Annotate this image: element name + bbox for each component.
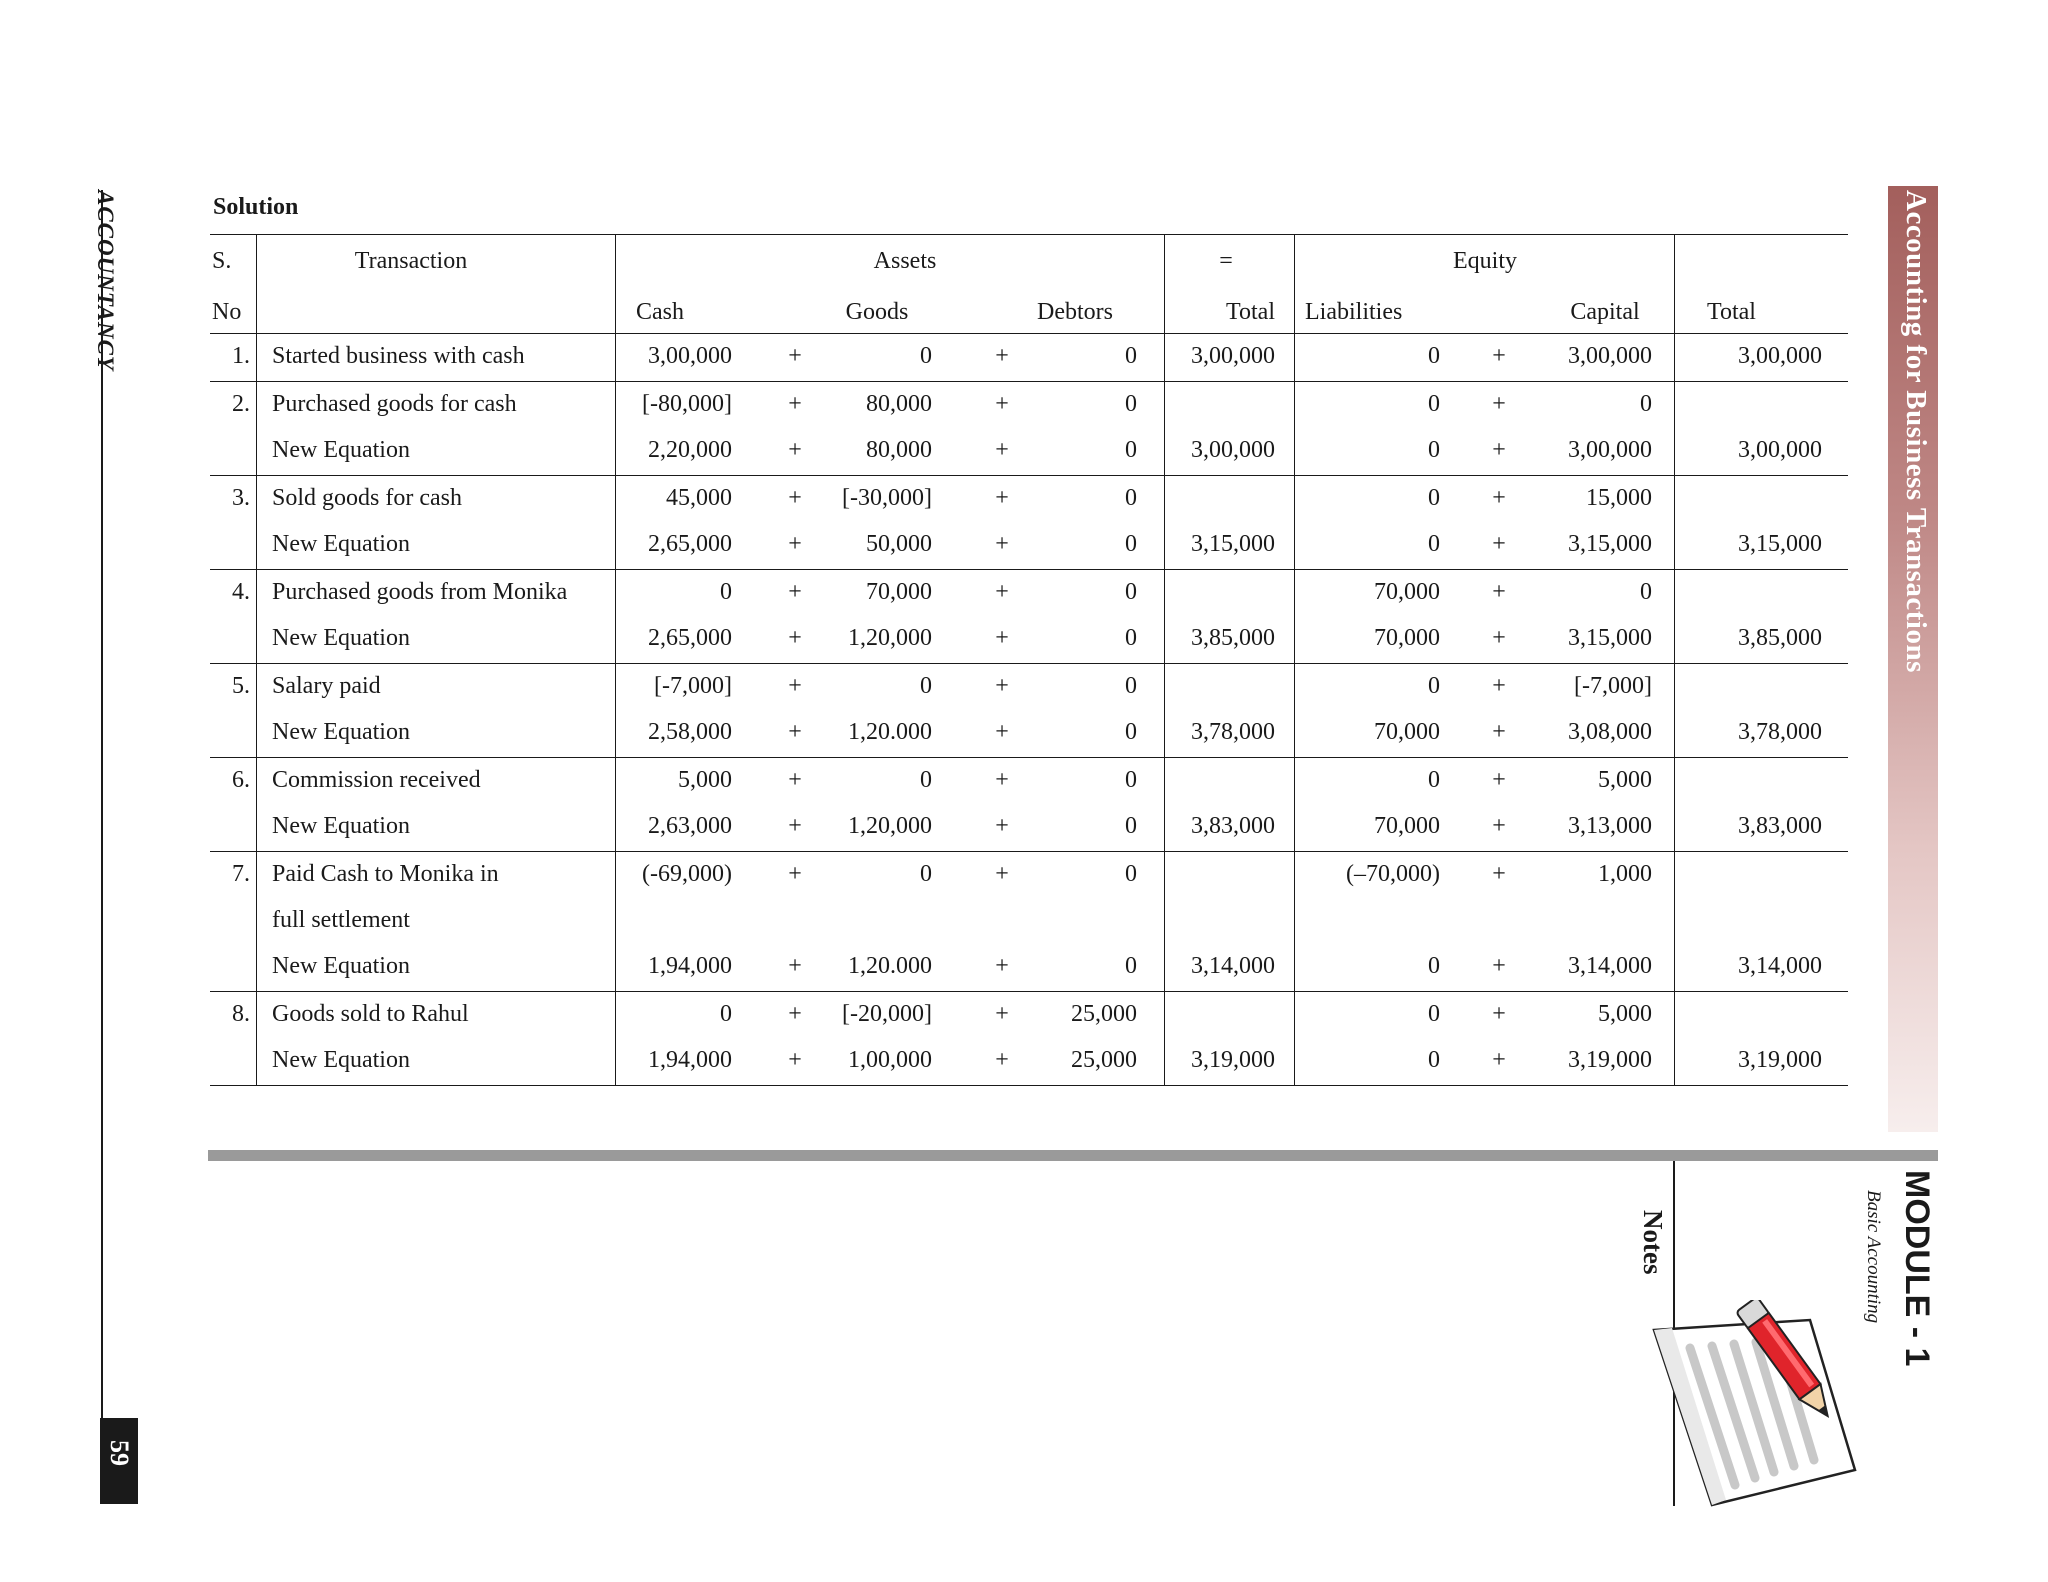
row-1-1-cash: 3,00,000 — [648, 343, 732, 369]
row-3-1-op2: + — [995, 485, 1009, 511]
row-3-2-capital: 3,15,000 — [1568, 531, 1652, 557]
row-7-3-op1: + — [788, 953, 802, 979]
row-7-3-total: 3,14,000 — [1191, 953, 1275, 979]
row-2-1-transaction: Purchased goods for cash — [272, 391, 517, 417]
row-4-1-op1: + — [788, 579, 802, 605]
row-1-1-liabilities: 0 — [1428, 343, 1440, 369]
row-7-3-debtors: 0 — [1125, 953, 1137, 979]
row-5-2-capital: 3,08,000 — [1568, 719, 1652, 745]
row-1-1-transaction: Started business with cash — [272, 343, 525, 369]
header-debtors: Debtors — [1037, 299, 1113, 325]
row-3-1-op3: + — [1492, 485, 1506, 511]
row-2-1-liabilities: 0 — [1428, 391, 1440, 417]
row-4-2-grand-total: 3,85,000 — [1738, 625, 1822, 651]
module-subtitle: Basic Accounting — [1863, 1190, 1884, 1324]
row-7-1-debtors: 0 — [1125, 861, 1137, 887]
row-8-1-op2: + — [995, 1001, 1009, 1027]
row-6-2-grand-total: 3,83,000 — [1738, 813, 1822, 839]
row-5-1-debtors: 0 — [1125, 673, 1137, 699]
row-5-1-op2: + — [995, 673, 1009, 699]
row-5-2-goods: 1,20.000 — [848, 719, 932, 745]
row-3-2-op2: + — [995, 531, 1009, 557]
row-1-1-op2: + — [995, 343, 1009, 369]
row-7-1-liabilities: (–70,000) — [1346, 861, 1440, 887]
row-8-2-goods: 1,00,000 — [848, 1047, 932, 1073]
row-8-2-capital: 3,19,000 — [1568, 1047, 1652, 1073]
header-liabilities: Liabilities — [1305, 299, 1403, 325]
row-7-3-capital: 3,14,000 — [1568, 953, 1652, 979]
row-6-2-capital: 3,13,000 — [1568, 813, 1652, 839]
row-2-1-debtors: 0 — [1125, 391, 1137, 417]
row-2-1-op2: + — [995, 391, 1009, 417]
row-5-2-op2: + — [995, 719, 1009, 745]
header-capital: Capital — [1570, 299, 1640, 325]
table-top-rule — [210, 234, 1848, 235]
section-divider — [208, 1150, 1938, 1161]
row-7-1-op1: + — [788, 861, 802, 887]
row-1-1-op1: + — [788, 343, 802, 369]
row-3-2-debtors: 0 — [1125, 531, 1137, 557]
header-sno-1: S. — [212, 248, 232, 274]
row-3-1-op1: + — [788, 485, 802, 511]
row-8-1-capital: 5,000 — [1598, 1001, 1652, 1027]
row-1-1-total: 3,00,000 — [1191, 343, 1275, 369]
row-7-1-op3: + — [1492, 861, 1506, 887]
header-transaction: Transaction — [354, 248, 468, 274]
row-8-2-grand-total: 3,19,000 — [1738, 1047, 1822, 1073]
row-6-1-goods: 0 — [920, 767, 932, 793]
group-8-rule — [210, 1085, 1848, 1086]
row-4-1-debtors: 0 — [1125, 579, 1137, 605]
row-8-1-debtors: 25,000 — [1071, 1001, 1137, 1027]
row-6-2-liabilities: 70,000 — [1374, 813, 1440, 839]
row-5-2-liabilities: 70,000 — [1374, 719, 1440, 745]
row-2-2-liabilities: 0 — [1428, 437, 1440, 463]
row-8-2-op3: + — [1492, 1047, 1506, 1073]
group-3-rule — [210, 569, 1848, 570]
row-6-1-transaction: Commission received — [272, 767, 481, 793]
header-equity: Equity — [1453, 248, 1517, 274]
row-4-2-debtors: 0 — [1125, 625, 1137, 651]
row-8-1-transaction: Goods sold to Rahul — [272, 1001, 469, 1027]
row-6-1-liabilities: 0 — [1428, 767, 1440, 793]
row-2-2-grand-total: 3,00,000 — [1738, 437, 1822, 463]
row-6-1-sno: 6. — [232, 767, 250, 793]
row-5-2-grand-total: 3,78,000 — [1738, 719, 1822, 745]
column-rule-1 — [256, 234, 257, 1085]
row-5-2-cash: 2,58,000 — [648, 719, 732, 745]
row-2-2-op2: + — [995, 437, 1009, 463]
row-1-1-op3: + — [1492, 343, 1506, 369]
row-7-3-op3: + — [1492, 953, 1506, 979]
row-2-2-op3: + — [1492, 437, 1506, 463]
column-rule-4 — [1294, 234, 1295, 1085]
row-2-2-transaction: New Equation — [272, 437, 410, 463]
row-5-2-transaction: New Equation — [272, 719, 410, 745]
row-7-1-op2: + — [995, 861, 1009, 887]
row-8-2-transaction: New Equation — [272, 1047, 410, 1073]
group-6-rule — [210, 851, 1848, 852]
row-6-2-total: 3,83,000 — [1191, 813, 1275, 839]
header-total: Total — [1226, 299, 1275, 325]
page-number: 59 — [105, 1440, 134, 1466]
row-2-2-debtors: 0 — [1125, 437, 1137, 463]
row-2-2-cash: 2,20,000 — [648, 437, 732, 463]
notes-label: Notes — [1638, 1210, 1668, 1275]
row-4-2-liabilities: 70,000 — [1374, 625, 1440, 651]
row-3-2-total: 3,15,000 — [1191, 531, 1275, 557]
row-8-1-goods: [-20,000] — [842, 1001, 932, 1027]
row-2-2-op1: + — [788, 437, 802, 463]
row-2-1-sno: 2. — [232, 391, 250, 417]
row-3-2-grand-total: 3,15,000 — [1738, 531, 1822, 557]
header-equals: = — [1219, 248, 1233, 274]
row-5-1-goods: 0 — [920, 673, 932, 699]
row-2-1-op1: + — [788, 391, 802, 417]
row-4-2-cash: 2,65,000 — [648, 625, 732, 651]
row-6-2-goods: 1,20,000 — [848, 813, 932, 839]
row-6-2-op3: + — [1492, 813, 1506, 839]
row-1-1-capital: 3,00,000 — [1568, 343, 1652, 369]
row-6-1-op1: + — [788, 767, 802, 793]
row-5-1-transaction: Salary paid — [272, 673, 381, 699]
row-2-1-cash: [-80,000] — [642, 391, 732, 417]
chapter-band — [1888, 186, 1938, 1132]
row-6-1-debtors: 0 — [1125, 767, 1137, 793]
row-7-3-grand-total: 3,14,000 — [1738, 953, 1822, 979]
row-4-1-op2: + — [995, 579, 1009, 605]
row-8-1-op1: + — [788, 1001, 802, 1027]
row-4-1-op3: + — [1492, 579, 1506, 605]
group-5-rule — [210, 757, 1848, 758]
row-5-2-debtors: 0 — [1125, 719, 1137, 745]
group-7-rule — [210, 991, 1848, 992]
header-cash: Cash — [636, 299, 684, 325]
row-7-1-sno: 7. — [232, 861, 250, 887]
row-6-1-op3: + — [1492, 767, 1506, 793]
module-title: MODULE - 1 — [1898, 1170, 1936, 1367]
row-5-1-op3: + — [1492, 673, 1506, 699]
header-grand-total: Total — [1707, 299, 1756, 325]
row-6-1-cash: 5,000 — [678, 767, 732, 793]
column-rule-2 — [615, 234, 616, 1085]
row-4-2-op3: + — [1492, 625, 1506, 651]
row-8-2-cash: 1,94,000 — [648, 1047, 732, 1073]
header-assets: Assets — [873, 248, 937, 274]
row-6-1-op2: + — [995, 767, 1009, 793]
header-sno-2: No — [212, 299, 242, 325]
row-5-1-liabilities: 0 — [1428, 673, 1440, 699]
row-7-3-op2: + — [995, 953, 1009, 979]
row-6-2-op2: + — [995, 813, 1009, 839]
row-7-3-cash: 1,94,000 — [648, 953, 732, 979]
row-3-1-goods: [-30,000] — [842, 485, 932, 511]
row-2-1-capital: 0 — [1640, 391, 1652, 417]
row-6-2-transaction: New Equation — [272, 813, 410, 839]
row-4-2-goods: 1,20,000 — [848, 625, 932, 651]
row-8-2-op2: + — [995, 1047, 1009, 1073]
page-number-box — [100, 1418, 138, 1504]
row-7-1-capital: 1,000 — [1598, 861, 1652, 887]
header-goods: Goods — [845, 299, 909, 325]
row-3-2-op1: + — [788, 531, 802, 557]
running-title-text: ACCOUNTANCY — [93, 190, 118, 371]
row-3-1-cash: 45,000 — [666, 485, 732, 511]
row-8-1-sno: 8. — [232, 1001, 250, 1027]
row-8-2-debtors: 25,000 — [1071, 1047, 1137, 1073]
row-2-2-capital: 3,00,000 — [1568, 437, 1652, 463]
group-2-rule — [210, 475, 1848, 476]
row-3-1-debtors: 0 — [1125, 485, 1137, 511]
row-7-3-transaction: New Equation — [272, 953, 410, 979]
row-1-1-sno: 1. — [232, 343, 250, 369]
row-3-1-transaction: Sold goods for cash — [272, 485, 462, 511]
row-3-1-liabilities: 0 — [1428, 485, 1440, 511]
column-rule-5 — [1674, 234, 1675, 1085]
row-8-1-cash: 0 — [720, 1001, 732, 1027]
row-5-1-sno: 5. — [232, 673, 250, 699]
row-7-3-liabilities: 0 — [1428, 953, 1440, 979]
row-8-2-op1: + — [788, 1047, 802, 1073]
row-6-2-cash: 2,63,000 — [648, 813, 732, 839]
row-6-2-debtors: 0 — [1125, 813, 1137, 839]
row-6-1-capital: 5,000 — [1598, 767, 1652, 793]
group-1-rule — [210, 381, 1848, 382]
row-5-2-op3: + — [1492, 719, 1506, 745]
chapter-title: Accounting for Business Transactions — [1900, 190, 1932, 673]
row-4-1-goods: 70,000 — [866, 579, 932, 605]
row-5-1-cash: [-7,000] — [654, 673, 732, 699]
row-6-2-op1: + — [788, 813, 802, 839]
row-4-2-op2: + — [995, 625, 1009, 651]
header-bottom-rule — [210, 333, 1848, 334]
row-4-1-cash: 0 — [720, 579, 732, 605]
row-3-2-liabilities: 0 — [1428, 531, 1440, 557]
row-1-1-grand-total: 3,00,000 — [1738, 343, 1822, 369]
row-3-2-transaction: New Equation — [272, 531, 410, 557]
row-4-1-sno: 4. — [232, 579, 250, 605]
row-2-2-goods: 80,000 — [866, 437, 932, 463]
row-3-2-op3: + — [1492, 531, 1506, 557]
row-3-2-goods: 50,000 — [866, 531, 932, 557]
row-4-2-op1: + — [788, 625, 802, 651]
row-7-3-goods: 1,20.000 — [848, 953, 932, 979]
row-1-1-debtors: 0 — [1125, 343, 1137, 369]
row-5-2-op1: + — [788, 719, 802, 745]
row-2-1-goods: 80,000 — [866, 391, 932, 417]
group-4-rule — [210, 663, 1848, 664]
row-7-2-transaction: full settlement — [272, 907, 410, 933]
row-3-2-cash: 2,65,000 — [648, 531, 732, 557]
row-4-1-transaction: Purchased goods from Monika — [272, 579, 568, 605]
row-3-1-sno: 3. — [232, 485, 250, 511]
row-8-1-op3: + — [1492, 1001, 1506, 1027]
column-rule-3 — [1164, 234, 1165, 1085]
row-1-1-goods: 0 — [920, 343, 932, 369]
row-4-1-capital: 0 — [1640, 579, 1652, 605]
row-7-1-cash: (-69,000) — [642, 861, 732, 887]
row-8-2-total: 3,19,000 — [1191, 1047, 1275, 1073]
row-2-2-total: 3,00,000 — [1191, 437, 1275, 463]
row-7-1-goods: 0 — [920, 861, 932, 887]
row-5-1-op1: + — [788, 673, 802, 699]
row-8-1-liabilities: 0 — [1428, 1001, 1440, 1027]
row-5-2-total: 3,78,000 — [1191, 719, 1275, 745]
row-8-2-liabilities: 0 — [1428, 1047, 1440, 1073]
running-title — [88, 190, 118, 390]
row-4-2-capital: 3,15,000 — [1568, 625, 1652, 651]
row-2-1-op3: + — [1492, 391, 1506, 417]
row-4-2-total: 3,85,000 — [1191, 625, 1275, 651]
row-7-1-transaction: Paid Cash to Monika in — [272, 861, 499, 887]
row-5-1-capital: [-7,000] — [1574, 673, 1652, 699]
row-3-1-capital: 15,000 — [1586, 485, 1652, 511]
row-4-2-transaction: New Equation — [272, 625, 410, 651]
notepad-pencil-icon — [1650, 1300, 1870, 1515]
row-4-1-liabilities: 70,000 — [1374, 579, 1440, 605]
module-heading — [1890, 1170, 1940, 1390]
solution-title: Solution — [213, 194, 299, 220]
